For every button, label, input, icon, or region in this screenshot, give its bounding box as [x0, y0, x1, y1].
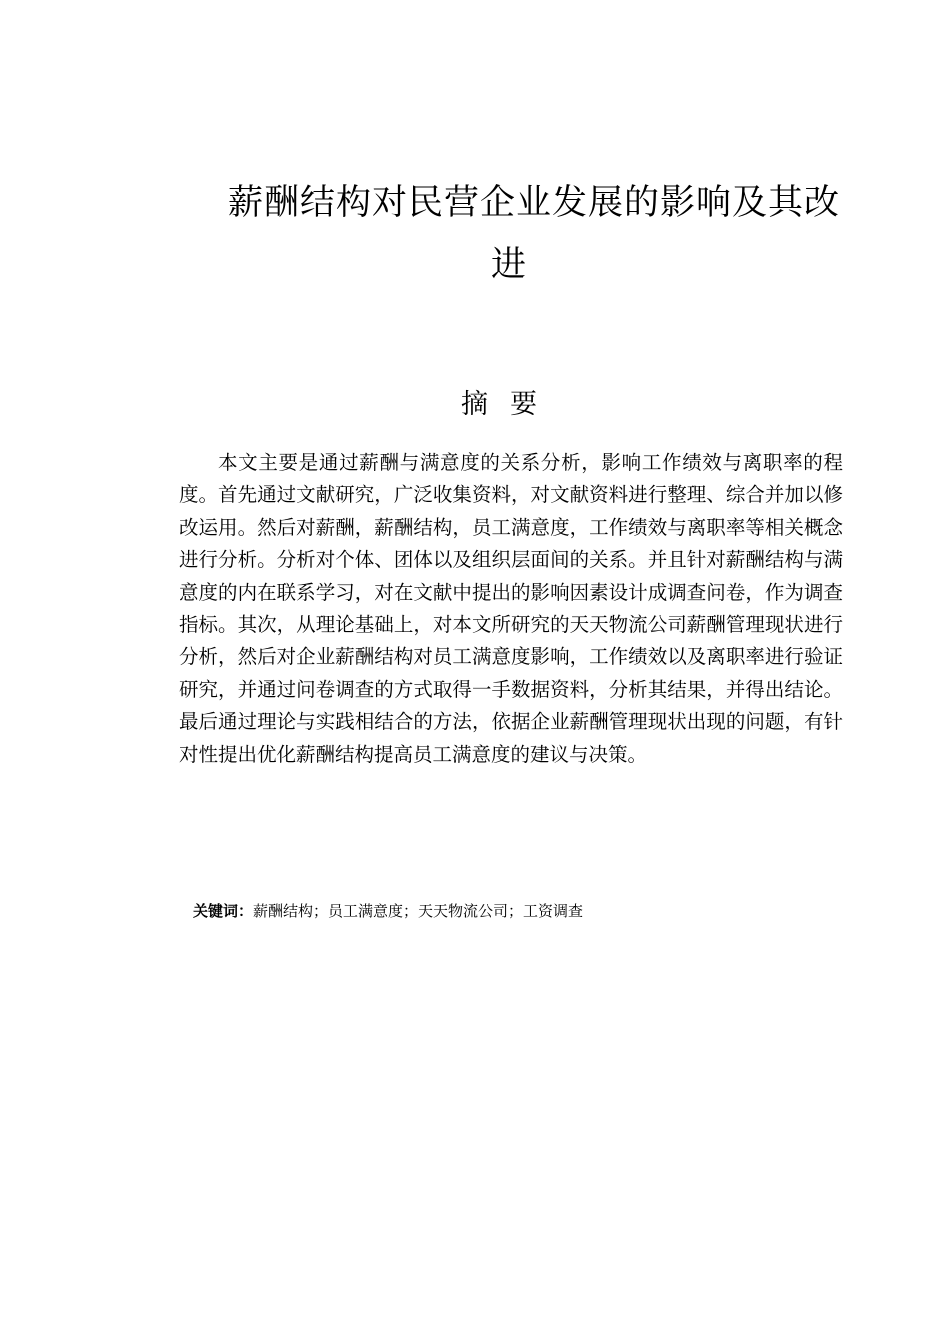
- abstract-heading: 摘要: [461, 389, 559, 420]
- title-line-2: 进: [490, 245, 527, 285]
- abstract-paragraph: 本文主要是通过薪酬与满意度的关系分析，影响工作绩效与离职率的程度。首先通过文献研究，广泛收集资料，对文献资料进行整理、综合并加以修改运用。然后对薪酬，薪酬结构，员工满意度，工作绩效与离职率等相关概念进行分析。分析对个体、团体以及组织层面间的关系。并且针对薪酬结构与满意度的内在联系学习，对在文献中提出的影响因素设计成调查问卷，作为调查指标。其次，从理论基础上，对本文所研究的天天物流公司薪酬管理现状进行分析，然后对企业薪酬结构对员工满意度影响，工作绩效以及离职率进行验证研究，并通过问卷调查的方式取得一手数据资料，分析其结果，并得出结论。最后通过理论与实践相结合的方法，依据企业薪酬管理现状出现的问题，有针对性提出优化薪酬结构提高员工满意度的建议与决策。: [179, 451, 843, 766]
- keywords-line: [193, 900, 583, 922]
- document-title: [228, 172, 841, 296]
- keywords-text: 薪酬结构；员工满意度；天天物流公司；工资调查: [253, 902, 584, 920]
- title-line-1: 薪酬结构对民营企业发展的影响及其改: [228, 183, 841, 223]
- keywords-label: 关键词：: [193, 902, 254, 920]
